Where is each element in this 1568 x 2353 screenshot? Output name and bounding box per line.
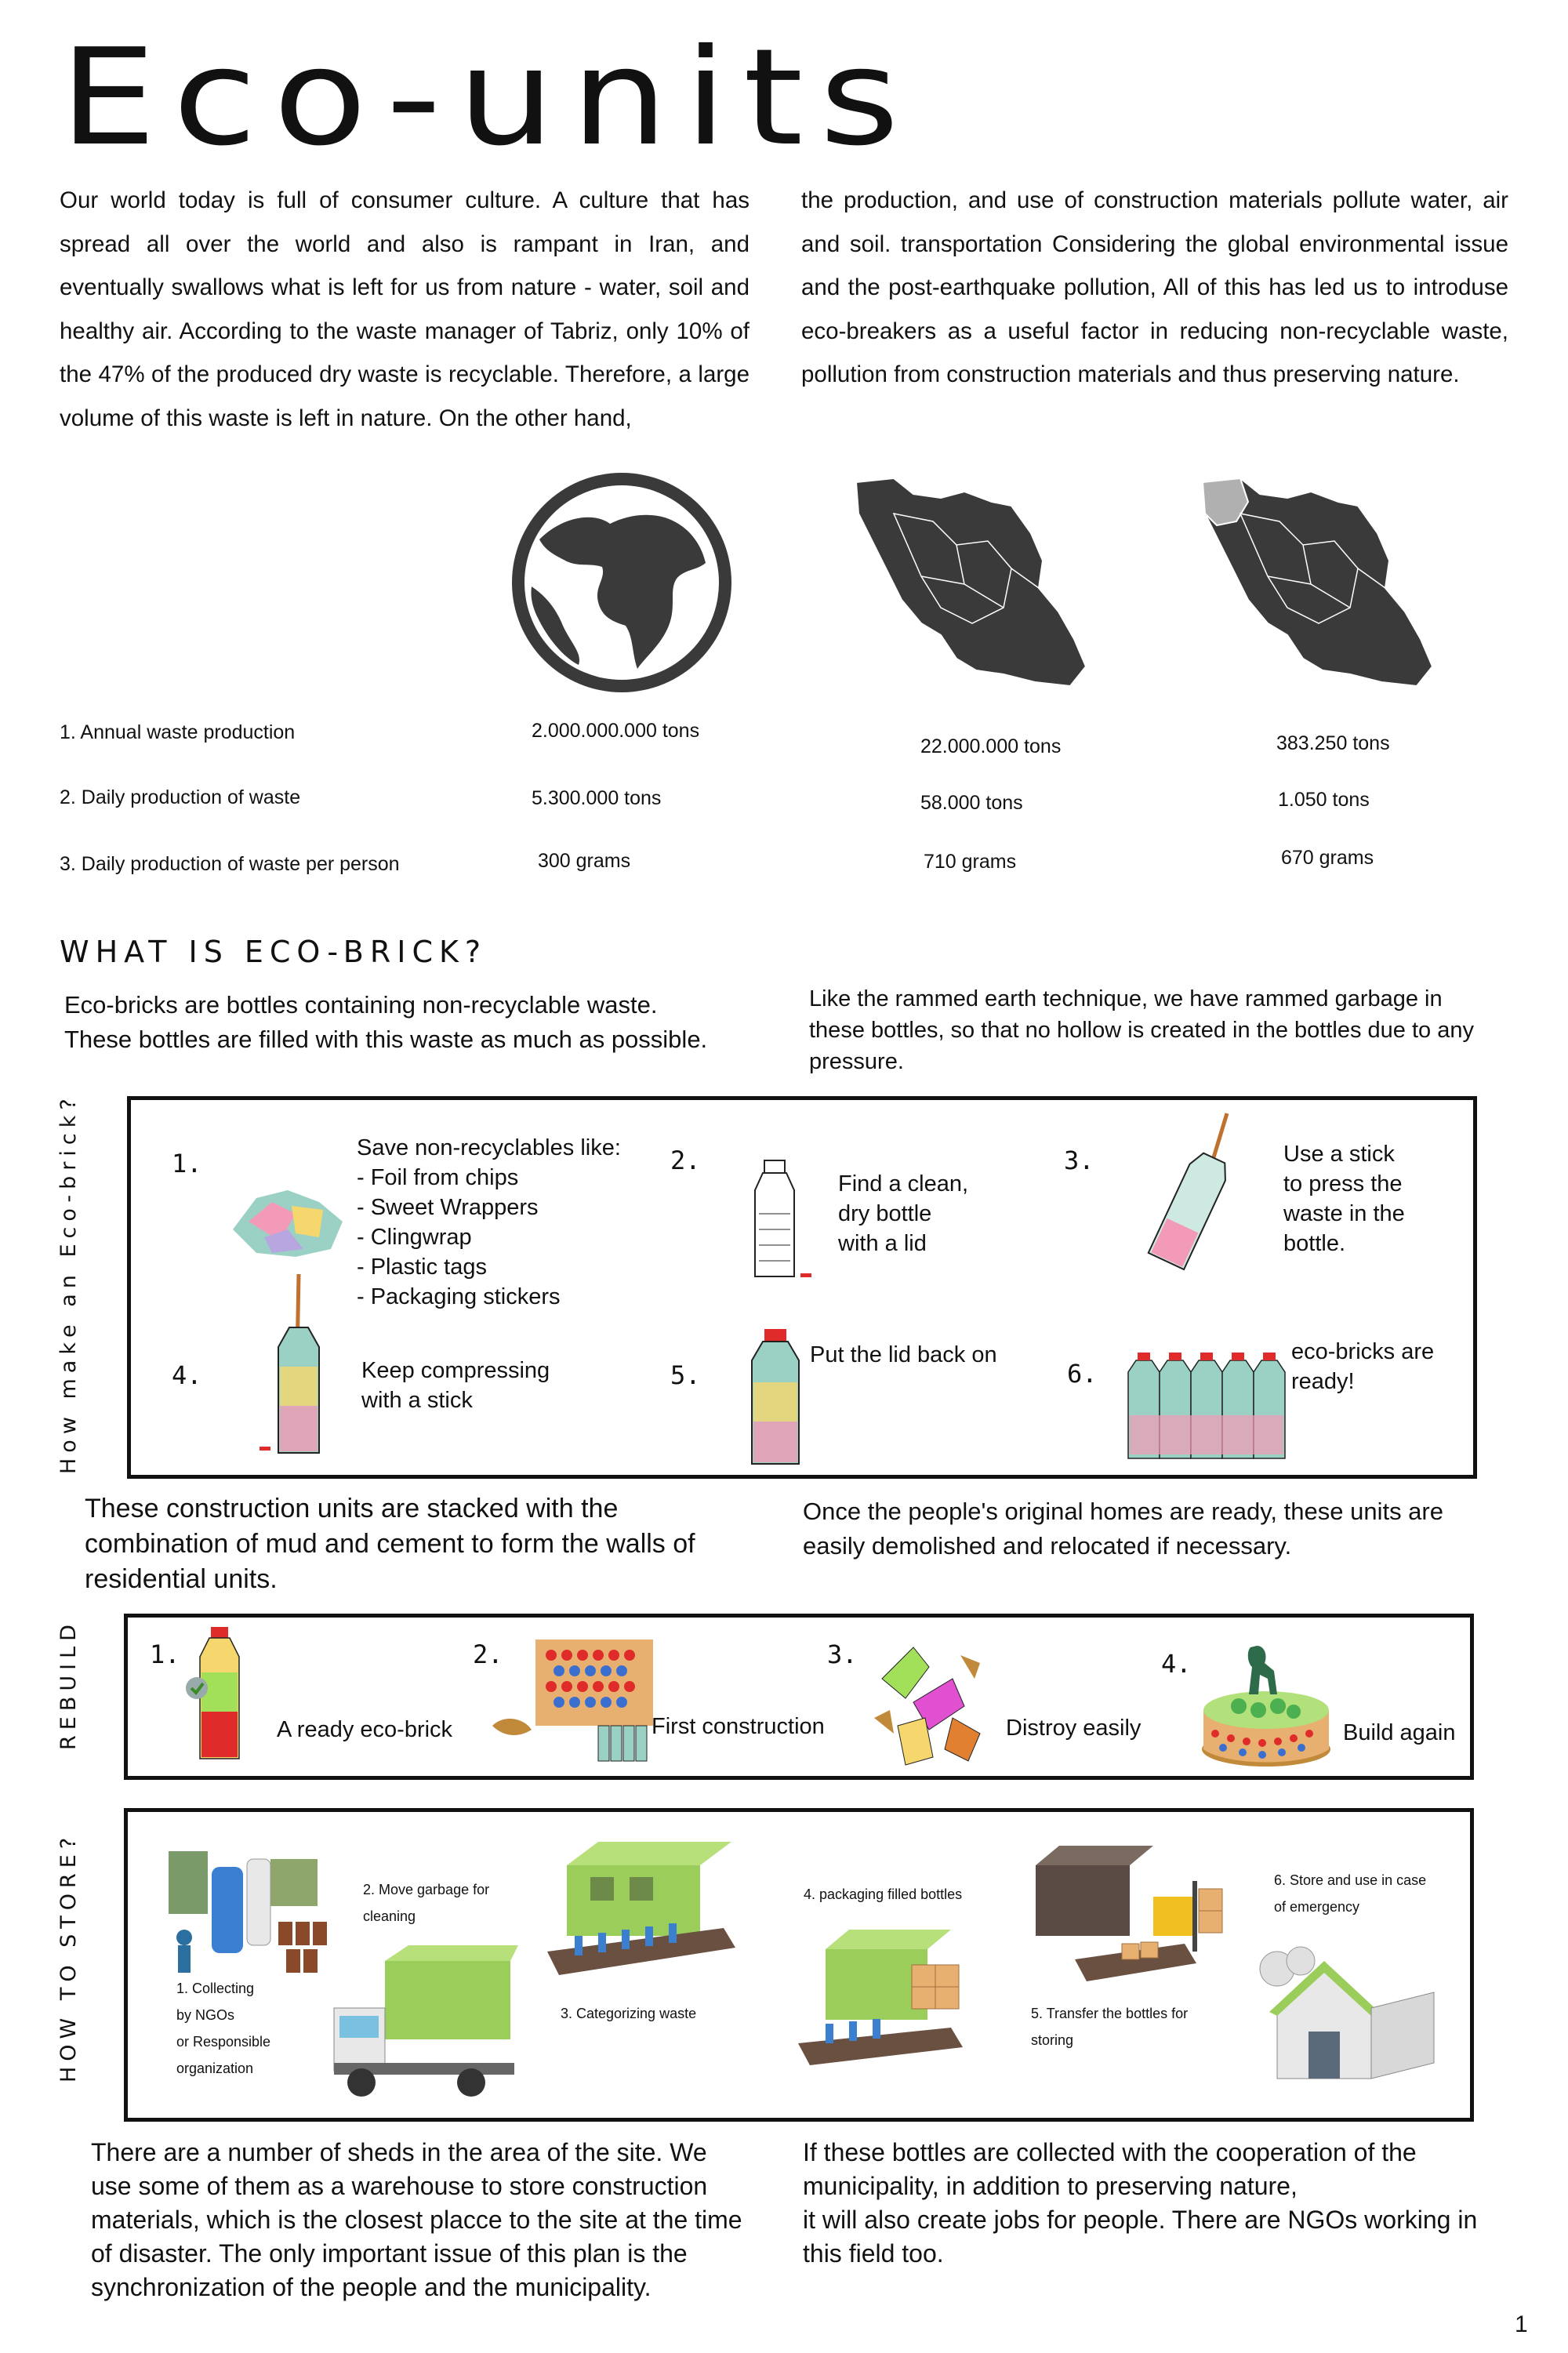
compressing-bottle-icon	[250, 1273, 344, 1461]
store-panel	[124, 1808, 1474, 2122]
page-number: 1	[1515, 2311, 1528, 2337]
categorizing-icon	[543, 1834, 739, 1991]
stat-label-daily: 2. Daily production of waste	[60, 786, 301, 808]
filled-bottle-icon	[741, 1327, 811, 1469]
rebuild-side-label: REBUILD	[56, 1619, 81, 1750]
rebuild-step-2-text: First construction	[652, 1714, 825, 1739]
rebuild-panel	[124, 1614, 1474, 1780]
first-construction-icon	[488, 1632, 669, 1773]
stat-tabriz-daily: 1.050 tons	[1278, 789, 1370, 811]
ecobrick-right-text: Like the rammed earth technique, we have rammed garbage in these bottles, so that no hollow is created in the bottles due to any pressure.	[809, 986, 1474, 1074]
packaging-icon	[794, 1926, 975, 2075]
step-number: 6.	[1067, 1359, 1098, 1389]
store-side-label: HOW TO STORE?	[56, 1832, 81, 2082]
stat-label-person: 3. Daily production of waste per person	[60, 853, 400, 875]
how-make-side-label: How make an Eco-brick?	[56, 1093, 81, 1474]
store-step-2-text: 2. Move garbage for cleaning	[363, 1882, 490, 1924]
step-number: 3.	[827, 1639, 858, 1669]
store-step-5-text: 5. Transfer the bottles for storing	[1031, 2006, 1189, 2048]
step-number: 4.	[1161, 1649, 1192, 1679]
rebuild-step-4-text: Build again	[1343, 1720, 1456, 1745]
stat-label-annual: 1. Annual waste production	[60, 721, 296, 743]
ecobrick-heading: WHAT IS ECO-BRICK?	[60, 935, 488, 969]
bottle-with-stick-icon	[1142, 1109, 1244, 1274]
stat-tabriz-person: 670 grams	[1281, 847, 1374, 869]
step-3-text: Use a stick to press the waste in the bottle.	[1283, 1142, 1405, 1256]
step-number: 2.	[670, 1146, 701, 1175]
step-number: 4.	[172, 1360, 202, 1390]
page-title: Eco-units	[60, 20, 916, 176]
step-number: 3.	[1064, 1146, 1094, 1175]
bottom-right-text: If these bottles are collected with the cooperation of the municipality, in addition to preserving nature, it will also create jobs for people. There are NGOs working in this field too.	[803, 2138, 1478, 2268]
step-4-text: Keep compressing with a stick	[361, 1358, 550, 1413]
stat-iran-person: 710 grams	[924, 851, 1017, 873]
store-step-3-text: 3. Categorizing waste	[561, 2006, 697, 2021]
step-2-text: Find a clean, dry bottle with a lid	[838, 1171, 969, 1256]
iran-map-icon	[847, 474, 1090, 698]
collecting-icon	[161, 1836, 341, 1984]
step-1-text: Save non-recyclables like: - Foil from chips - Sweet Wrappers - Clingwrap - Plastic tags - Packaging stickers	[357, 1135, 621, 1309]
intro-left-paragraph: Our world today is full of consumer culture. A culture that has spread all over the world and also is rampant in Iran, and eventually swallows what is left for us from nature - water, soil and healthy air. According to the waste manager of Tabriz, only 10% of the 47% of the produced dry waste is recyclable. Therefore, a large volume of this waste is left in nature. On the other hand,	[60, 187, 750, 431]
step-number: 1.	[150, 1639, 180, 1669]
tabriz-map-icon	[1193, 474, 1436, 698]
stat-world-daily: 5.300.000 tons	[532, 787, 662, 809]
step-5-text: Put the lid back on	[810, 1342, 997, 1367]
ready-ecobrick-icon	[184, 1625, 255, 1767]
globe-icon	[508, 469, 735, 696]
build-again-icon	[1196, 1632, 1337, 1773]
step-6-text: eco-bricks are ready!	[1291, 1339, 1435, 1394]
stat-iran-daily: 58.000 tons	[920, 792, 1023, 814]
construction-left-text: These construction units are stacked with the combination of mud and cement to form the walls of residential units.	[85, 1494, 695, 1594]
stat-tabriz-annual: 383.250 tons	[1276, 732, 1390, 754]
step-number: 1.	[172, 1149, 202, 1178]
store-step-6-text: 6. Store and use in case of emergency	[1274, 1872, 1427, 1915]
rebuild-step-1-text: A ready eco-brick	[277, 1717, 453, 1742]
waste-pile-icon	[225, 1175, 350, 1261]
intro-right-paragraph: the production, and use of construction materials pollute water, air and soil. transportation Considering the global environmental issue and the post-earthquake pollution, All of this has led us to introduse eco-breakers as a useful factor in reducing non-recyclable waste, pollution from construction materials and thus preserving nature.	[801, 187, 1508, 387]
transfer-icon	[1028, 1834, 1232, 1991]
stat-world-person: 300 grams	[538, 850, 631, 872]
store-step-1-text: 1. Collecting by NGOs or Responsible organization	[176, 1981, 271, 2076]
store-step-4-text: 4. packaging filled bottles	[804, 1886, 963, 1902]
step-number: 5.	[670, 1360, 701, 1390]
step-number: 2.	[473, 1639, 503, 1669]
empty-bottle-icon	[739, 1159, 818, 1284]
ecobrick-left-text: Eco-bricks are bottles containing non-recyclable waste. These bottles are filled with this waste as much as possible.	[64, 991, 708, 1053]
stat-world-annual: 2.000.000.000 tons	[532, 720, 700, 742]
ecobricks-group-icon	[1120, 1321, 1301, 1462]
garbage-truck-icon	[330, 1945, 526, 2102]
rebuild-step-3-text: Distroy easily	[1006, 1716, 1142, 1741]
warehouse-icon	[1254, 1937, 1442, 2094]
construction-right-text: Once the people's original homes are ready, these units are easily demolished and relocated if necessary.	[803, 1498, 1443, 1560]
bottom-left-text: There are a number of sheds in the area of the site. We use some of them as a warehouse to store construction materials, which is the closest placce to the site at the time of disaster. The only important issue of this plan is the synchronization of the people and the municipality.	[91, 2138, 742, 2301]
destroy-icon	[866, 1632, 992, 1773]
how-make-panel	[127, 1096, 1477, 1479]
stat-iran-annual: 22.000.000 tons	[920, 735, 1062, 757]
